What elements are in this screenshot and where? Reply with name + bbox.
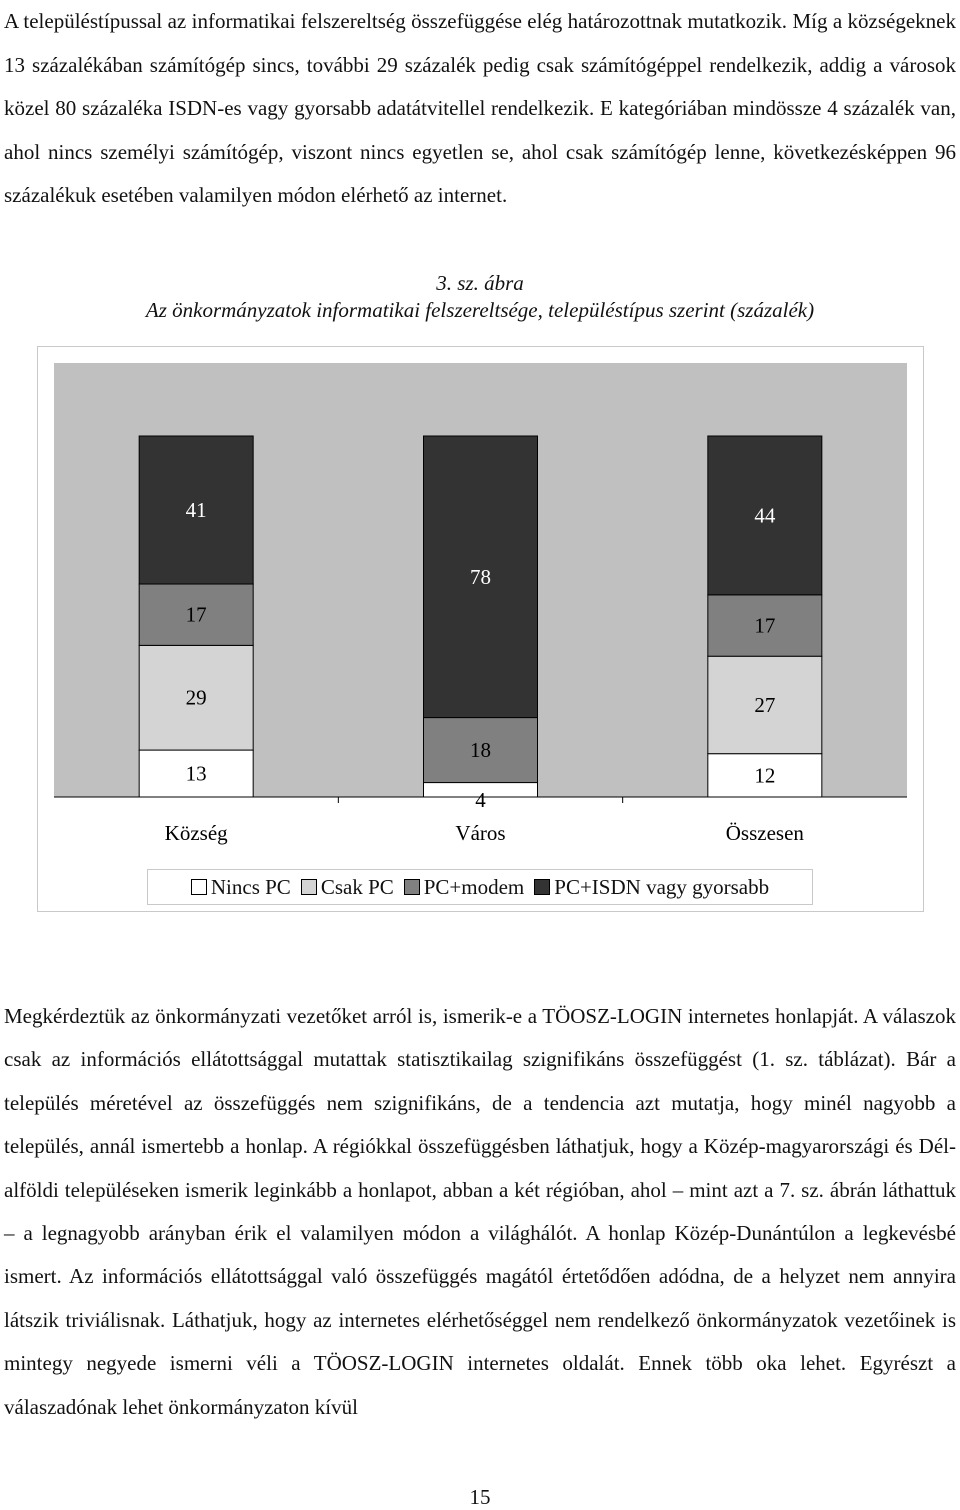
x-tick-label: Összesen [725, 821, 804, 845]
data-label: 4 [475, 788, 486, 812]
stacked-bar-chart [38, 347, 923, 845]
chart-legend [147, 869, 813, 905]
legend-swatch [404, 879, 420, 895]
figure-number: 3. sz. ábra [436, 271, 524, 295]
data-label: 17 [754, 613, 776, 638]
data-label: 44 [754, 503, 776, 528]
data-label: 12 [754, 763, 776, 788]
figure-title: Az önkormányzatok informatikai felszereltsége, településtípus szerint (százalék) [145, 298, 815, 322]
legend-label: Csak PC [320, 874, 394, 899]
data-label: 18 [470, 738, 491, 763]
legend-label: Nincs PC [210, 874, 291, 899]
x-tick-label: Község [164, 821, 228, 845]
paragraph-2: Megkérdeztük az önkormányzati vezetőket arról is, ismerik-e a TÖOSZ-LOGIN internetes honlapját. A válaszok csak az információs ellátottsággal mutattak statisztikailag szignifikáns összefüggést (1. sz. táblázat). Bár a település méretével az összefüggés nem szignifikáns, de a tendencia azt mutatja, hogy minél nagyobb a település, annál ismertebb a honlap. A régiókkal összefüggésben láthatjuk, hogy a Közép-magyarországi és Dél-alföldi településeken ismerik leginkább a honlapot, abban a két régióban, ahol – mint azt a 7. sz. ábrán láthattuk – a legnagyobb arányban érik el valamilyen módon a világhálót. A honlap Közép-Dunántúlon a legkevésbé ismert. Az információs ellátottsággal való összefüggés magától értetődően adódna, de a helyzet nem annyira látszik triviálisnak. Láthatjuk, hogy az internetes elérhetőséggel nem rendelkező önkormányzatok vezetőinek is mintegy negyede ismerni véli a TÖOSZ-LOGIN internetes oldalát. Ennek több oka lehet. Egyrészt a válaszadónak lehet önkormányzaton kívül [4, 1004, 956, 1419]
chart-frame [37, 346, 924, 912]
legend-label: PC+ISDN vagy gyorsabb [554, 874, 770, 899]
legend-item [404, 875, 525, 900]
paragraph-1: A településtípussal az informatikai felszereltség összefüggése elég határozottnak mutatkozik. Míg a községeknek 13 százalékában számítógép sincs, további 29 százalék pedig csak számítógéppel rendelkezik, addig a városok közel 80 százaléka ISDN-es vagy gyorsabb adatátvitellel rendelkezik. E kategóriában mindössze 4 százalék van, ahol nincs személyi számítógép, viszont nincs egyetlen se, ahol csak számítógép lenne, következésképpen 96 százalékuk esetében valamilyen módon elérhető az internet. [4, 9, 956, 207]
legend-item [191, 875, 291, 900]
legend-item [534, 875, 769, 900]
data-label: 41 [185, 498, 207, 523]
legend-swatch [191, 879, 207, 895]
data-label: 17 [185, 602, 207, 627]
data-label: 78 [470, 564, 491, 589]
data-label: 13 [185, 761, 207, 786]
data-label: 29 [185, 685, 207, 710]
legend-label: PC+modem [423, 874, 525, 899]
legend-swatch [301, 879, 317, 895]
legend-swatch [534, 879, 550, 895]
page-number: 15 [469, 1485, 491, 1509]
legend-item [301, 875, 394, 900]
x-tick-label: Város [455, 821, 506, 845]
data-label: 27 [754, 692, 776, 717]
